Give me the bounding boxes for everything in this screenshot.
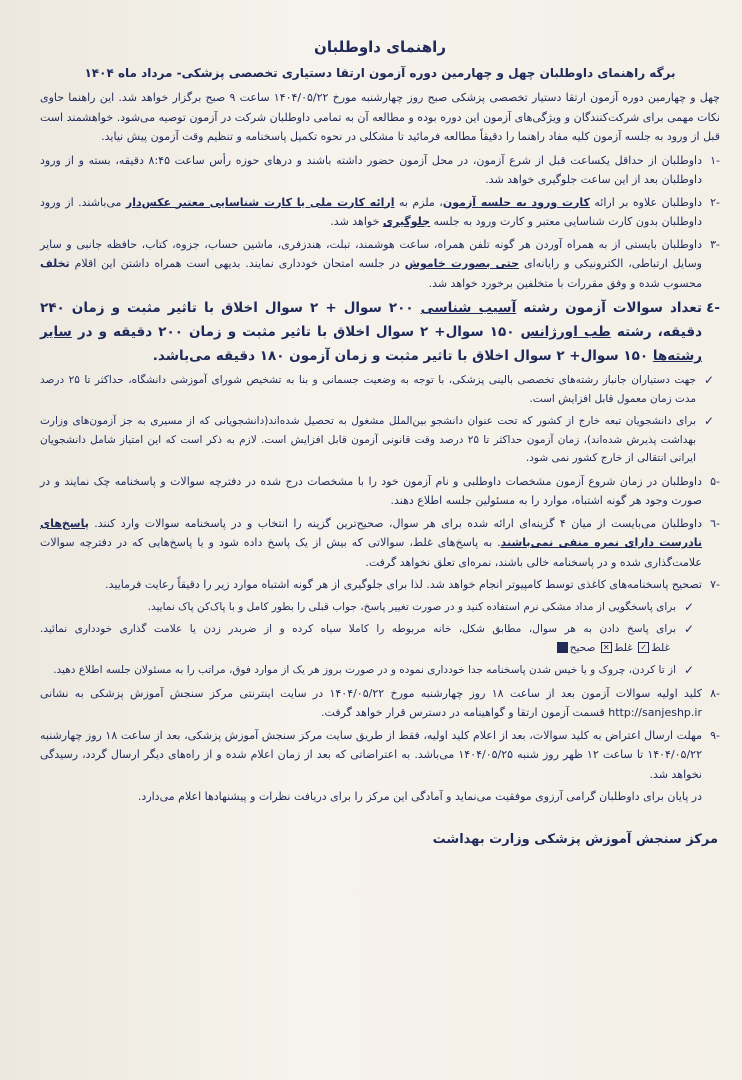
item-9 [40, 726, 720, 785]
item-number: -۷ [710, 578, 720, 591]
item-7-note-2: ✓ برای پاسخ دادن به هر سوال، مطابق شکل، خانه مربوطه را کاملا سیاه کرده و از ضربدر زدن یا علامت گذاری خودداری نمائید. غلط✓ غلط✕ صحیح [40, 620, 720, 657]
emphasis: کارت ورود به جلسه آزمون [442, 195, 590, 209]
item-8 [40, 684, 720, 723]
item-text: داوطلبان بایستی از به همراه آوردن هر گونه تلفن همراه، ساعت هوشمند، تبلت، هندزفری، ماشین حساب، جزوه، کتاب، حافظه جانبی و سایر وسایل ارتباطی، الکترونیکی و رایانه‌ای حتی بصورت خاموش در جلسه امتحان خودداری نمایند. بدیهی است همراه داشتن این اقلام تخلف محسوب شده و وفق مقررات با متخلفین برخورد خواهد شد. [40, 237, 702, 290]
item-text: تصحیح پاسخنامه‌های کاغذی توسط کامپیوتر انجام خواهد شد. لذا برای جلوگیری از هر گونه اشتباه موارد زیر را دقیقاً رعایت فرمایید. [105, 578, 702, 591]
item-number: -۵ [710, 474, 720, 488]
item-4-note-2: ✓ برای دانشجویان تبعه خارج از کشور که تحت عنوان دانشجو بین‌الملل مشغول به تحصیل شده‌اند(دانشجویانی که از مسیری به جز آزمون‌های وزارت بهداشت پذیرش شده‌اند)، زمان آزمون حداکثر تا ۲۵ درصد وقت قانونی آزمون قابل افزایش است. لازم به ذکر است که این امتیاز شامل دانشجویان ایرانی انتقالی از خارج کشور نمی شود. [40, 412, 720, 468]
marking-examples: غلط✓ غلط✕ صحیح [555, 639, 670, 658]
item-7 [40, 575, 720, 595]
item-6 [40, 514, 720, 573]
item-number: -۱ [710, 153, 720, 167]
item-text: تعداد سوالات آزمون رشته آسیب شناسی ۲۰۰ سوال + ۲ سوال اخلاق با تاثیر مثبت و زمان ۲۴۰ دقیقه، رشته طب اورژانس ۱۵۰ سوال+ ۲ سوال اخلاق با تاثیر مثبت و زمان ۲۰۰ دقیقه و در سایر رشته‌ها ۱۵۰ سوال+ ۲ سوال اخلاق با تاثیر مثبت و زمان آزمون ۱۸۰ دقیقه می‌باشد. [40, 300, 702, 364]
item-number: -٦ [710, 516, 720, 530]
page-title: راهنمای داوطلبان [314, 38, 446, 56]
issuer-footer: مرکز سنجش آموزش پزشکی وزارت بهداشت [432, 832, 718, 847]
item-3 [40, 235, 720, 294]
checkmark-icon: ✓ [683, 663, 694, 677]
emphasis: پاسخ‌های نادرست دارای نمره منفی نمی‌باشند [40, 516, 702, 549]
emphasis: ارائه کارت ملی یا کارت شناسایی معتبر عکس‌دار [125, 195, 395, 209]
item-1 [40, 151, 720, 190]
item-2 [40, 193, 720, 232]
item-text: کلید اولیه سوالات آزمون بعد از ساعت ۱۸ روز چهارشنبه مورخ ۱۴۰۴/۰۵/۲۲ در سایت اینترنتی مرکز سنجش آموزش پزشکی به نشانی http://sanjeshp.ir قسمت آزمون ارتقا و گواهینامه در دسترس قرار خواهد گرفت. [40, 686, 702, 719]
item-4-note-1: ✓ جهت دستیاران جانباز رشته‌های تخصصی بالینی پزشکی، با توجه به وضعیت جسمانی و بنا به تشخیص شورای آموزشی دانشگاه، حداکثر تا ۲۵ درصد مدت زمان معمول قابل افزایش است. [40, 371, 720, 408]
filled-box-icon [557, 642, 568, 653]
checkmark-icon: ✓ [683, 599, 694, 614]
item-number: -۲ [710, 195, 720, 209]
item-text: داوطلبان می‌بایست از میان ۴ گزینه‌ای ارائه شده برای هر سوال، صحیح‌ترین گزینه را انتخاب و در پاسخنامه سوالات وارد کنند. پاسخ‌های نادرست دارای نمره منفی نمی‌باشند. به پاسخ‌های غلط، سوالاتی که بیش از یک پاسخ داده شود و یا پاسخ‌هایی که در دفترچه سوالات علامت‌گذاری شده و در پاسخنامه خالی باشند، نمره‌ای تعلق نخواهد گرفت. [40, 516, 702, 569]
item-text: داوطلبان در زمان شروع آزمون مشخصات داوطلبی و نام آزمون خود را با مشخصات درج شده در دفترچه سوالات و پاسخنامه چک نمایند و در صورت وجود هر گونه اشتباه، موارد را به مسئولین جلسه اطلاع دهند. [40, 474, 702, 507]
emphasis: تخلف [40, 257, 70, 270]
item-number: -٤ [706, 300, 720, 316]
item-text: مهلت ارسال اعتراض به کلید سوالات، بعد از اعلام کلید اولیه، فقط از طریق سایت مرکز سنجش آموزش پزشکی، بعد از ساعت ۱۸ روز چهارشنبه ۱۴۰۴/۰۵/۲۲ تا ساعت ۱۲ ظهر روز شنبه ۱۴۰۴/۰۵/۲۵ می‌باشد. به اعتراضاتی که بعد از زمان اعلام شده و از راه‌های دیگر ارسال گردد، رسیدگی نخواهد شد. [40, 728, 703, 781]
checkmark-icon: ✓ [683, 622, 694, 636]
item-7-note-1: ✓ برای پاسخگویی از مداد مشکی نرم استفاده کنید و در صورت تغییر پاسخ، جواب قبلی را بطور کامل و با پاک‌کن پاک نمایید. [40, 598, 720, 617]
check-mark-box-icon: ✓ [638, 642, 649, 653]
emphasis: سایر رشته‌ها [40, 324, 702, 364]
cross-mark-box-icon: ✕ [601, 642, 612, 653]
item-4 [40, 296, 720, 368]
intro-paragraph: چهل و چهارمین دوره آزمون ارتقا دستیار تخصصی پزشکی صبح روز چهارشنبه مورخ ۱۴۰۴/۰۵/۲۲ ساعت ۹ صبح برگزار خواهد شد. این راهنما حاوی نکات مهمی برای شرکت‌کنندگان و ویژگی‌های آزمون این دوره بوده و مطالعه آن به تمامی داوطلبان شرکت در آزمون توصیه می‌شود. خواهشمند است قبل از ورود به جلسه آزمون کلیه مفاد راهنما را دقیقاً مطالعه فرمائید تا مشکلی در نحوه تکمیل پاسخنامه و تنظیم وقت آزمون پیش نیاید. [40, 91, 720, 143]
page-subtitle: برگه راهنمای داوطلبان چهل و چهارمین دوره آزمون ارتقا دستیاری تخصصی پزشکی- مرداد ماه ۱۴۰۴ [84, 66, 676, 80]
checkmark-icon: ✓ [703, 414, 714, 428]
item-number: -۹ [710, 728, 720, 742]
item-number: -۳ [710, 237, 720, 251]
item-7-note-3: ✓ از تا کردن، چروک و یا خیس شدن پاسخنامه جدا خودداری نموده و در صورت بروز هر یک از موارد فوق، مراتب را به مسئولان جلسه اطلاع دهید. [40, 661, 720, 680]
closing-note: در پایان برای داوطلبان گرامی آرزوی موفقیت می‌نماید و آمادگی این مرکز را برای دریافت نظرات و پیشنهادها اعلام می‌دارد. [137, 790, 702, 803]
checkmark-icon: ✓ [703, 373, 714, 387]
emphasis: طب اورژانس [520, 324, 611, 340]
item-text: داوطلبان علاوه بر ارائه کارت ورود به جلسه آزمون، ملزم به ارائه کارت ملی یا کارت شناسایی معتبر عکس‌دار می‌باشند. از ورود داوطلبان بدون کارت شناسایی معتبر و کارت ورود به جلسه جلوگیری خواهد شد. [40, 195, 702, 228]
item-text: داوطلبان از حداقل یکساعت قبل از شرع آزمون، در محل آزمون حضور داشته باشند و درهای حوزه رأس ساعت ۸:۴۵ دقیقه، بسته و از ورود داوطلبان بعد از این ساعت جلوگیری خواهد شد. [40, 153, 703, 186]
item-number: -۸ [710, 686, 720, 700]
emphasis: آسیب شناسی [420, 300, 517, 316]
emphasis: جلوگیری [382, 215, 431, 228]
item-5 [40, 472, 720, 511]
emphasis: حتی بصورت خاموش [404, 257, 520, 270]
